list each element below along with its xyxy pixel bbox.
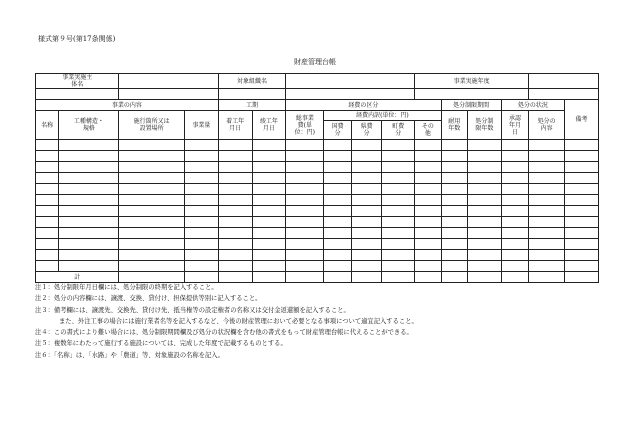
table-cell[interactable]	[252, 140, 286, 151]
table-cell[interactable]	[218, 140, 252, 151]
table-cell[interactable]	[351, 195, 382, 206]
table-cell[interactable]	[501, 250, 528, 261]
table-cell[interactable]	[252, 162, 286, 173]
table-cell[interactable]	[184, 228, 218, 239]
table-cell[interactable]	[119, 140, 184, 151]
table-cell[interactable]	[501, 162, 528, 173]
table-cell[interactable]	[565, 173, 599, 184]
table-cell[interactable]	[252, 217, 286, 228]
table-row	[36, 228, 599, 239]
table-cell[interactable]	[565, 151, 599, 162]
table-cell[interactable]	[351, 228, 382, 239]
table-cell[interactable]	[415, 228, 441, 239]
table-cell[interactable]	[467, 195, 501, 206]
table-row	[36, 239, 599, 250]
table-cell[interactable]	[286, 261, 324, 272]
table-row	[36, 173, 599, 184]
table-cell[interactable]	[119, 217, 184, 228]
table-cell[interactable]	[529, 250, 565, 261]
table-cell[interactable]	[286, 195, 324, 206]
table-cell[interactable]	[119, 173, 184, 184]
table-cell[interactable]	[184, 162, 218, 173]
group-disposal-period: 処分制限期間	[441, 100, 501, 111]
col-approval-date: 承認 年月 日	[501, 111, 528, 140]
table-cell[interactable]	[324, 151, 351, 162]
page-title: 財産管理台帳	[294, 58, 336, 66]
table-cell[interactable]	[324, 239, 351, 250]
table-row	[36, 250, 599, 261]
table-cell[interactable]	[529, 261, 565, 272]
table-cell[interactable]	[467, 228, 501, 239]
table-cell[interactable]	[415, 239, 441, 250]
table-cell[interactable]	[324, 217, 351, 228]
table-cell[interactable]	[382, 184, 415, 195]
table-cell[interactable]	[218, 217, 252, 228]
table-cell[interactable]	[119, 250, 184, 261]
table-cell[interactable]	[382, 206, 415, 217]
table-cell[interactable]	[415, 184, 441, 195]
table-cell[interactable]	[501, 261, 528, 272]
table-cell[interactable]	[501, 140, 528, 151]
target-org-label: 対象組織名	[218, 74, 286, 89]
table-cell[interactable]	[59, 151, 119, 162]
table-cell[interactable]	[59, 217, 119, 228]
table-cell[interactable]	[467, 140, 501, 151]
table-cell[interactable]	[184, 184, 218, 195]
col-total-cost: 総事業 費(単 位：円)	[286, 111, 324, 140]
col-location: 施行箇所又は 設置場所	[119, 111, 184, 140]
table-cell[interactable]	[467, 206, 501, 217]
table-cell[interactable]	[184, 261, 218, 272]
table-cell[interactable]	[501, 195, 528, 206]
table-row	[36, 195, 599, 206]
table-cell[interactable]	[36, 206, 59, 217]
table-cell[interactable]	[441, 162, 467, 173]
table-cell[interactable]	[351, 173, 382, 184]
table-cell[interactable]	[36, 162, 59, 173]
col-disposal-content: 処分の 内容	[529, 111, 565, 140]
table-cell[interactable]	[286, 184, 324, 195]
table-cell[interactable]	[252, 184, 286, 195]
total-cell[interactable]	[565, 272, 599, 283]
table-cell[interactable]	[119, 228, 184, 239]
table-cell[interactable]	[286, 250, 324, 261]
table-cell[interactable]	[415, 162, 441, 173]
table-cell[interactable]	[529, 184, 565, 195]
table-cell[interactable]	[529, 151, 565, 162]
table-cell[interactable]	[467, 250, 501, 261]
table-cell[interactable]	[441, 151, 467, 162]
table-cell[interactable]	[351, 184, 382, 195]
table-cell[interactable]	[441, 217, 467, 228]
table-cell[interactable]	[36, 217, 59, 228]
table-cell[interactable]	[501, 151, 528, 162]
year-value[interactable]	[529, 74, 599, 89]
table-cell[interactable]	[351, 261, 382, 272]
table-cell[interactable]	[441, 140, 467, 151]
table-cell[interactable]	[324, 184, 351, 195]
table-cell[interactable]	[59, 184, 119, 195]
table-cell[interactable]	[441, 195, 467, 206]
table-cell[interactable]	[59, 173, 119, 184]
table-cell[interactable]	[351, 206, 382, 217]
table-cell[interactable]	[415, 151, 441, 162]
table-cell[interactable]	[184, 239, 218, 250]
total-cell[interactable]	[415, 272, 441, 283]
table-cell[interactable]	[441, 206, 467, 217]
table-cell[interactable]	[529, 195, 565, 206]
table-cell[interactable]	[324, 261, 351, 272]
table-cell[interactable]	[59, 140, 119, 151]
note-5: 注５：複数年にわたって施行する施設については、完成した年度で記載するものとする。	[35, 340, 287, 348]
table-row	[36, 261, 599, 272]
table-cell[interactable]	[441, 184, 467, 195]
table-cell[interactable]	[286, 206, 324, 217]
table-cell[interactable]	[36, 261, 59, 272]
note-4: 注４：この書式により難い場合には、処分制限期間欄及び処分の状況欄を含む他の書式をもって財産管理台帳に代えることができる。	[35, 329, 413, 337]
note-3-continued: また、外注工事の場合には施行業者名等を記入するなど、今後の財産管理において必要となる事項について適宜記入すること。	[59, 317, 418, 325]
group-disposal-status: 処分の状況	[501, 100, 564, 111]
table-cell[interactable]	[286, 151, 324, 162]
target-org-value[interactable]	[286, 74, 415, 89]
table-cell[interactable]	[119, 195, 184, 206]
table-cell[interactable]	[36, 140, 59, 151]
table-cell[interactable]	[382, 162, 415, 173]
col-start: 着工年 月日	[218, 111, 252, 140]
col-breakdown: 経費内訳(単位：円)	[324, 111, 441, 121]
table-cell[interactable]	[59, 250, 119, 261]
operator-label-cont	[36, 89, 119, 100]
table-cell[interactable]	[286, 239, 324, 250]
note-6: 注６：「名称」は、「水路」や「農道」等、対象施設の名称を記入。	[35, 351, 224, 359]
table-cell[interactable]	[382, 151, 415, 162]
table-cell[interactable]	[59, 195, 119, 206]
table-cell[interactable]	[351, 239, 382, 250]
table-cell[interactable]	[218, 261, 252, 272]
total-cell[interactable]	[501, 272, 528, 283]
table-cell[interactable]	[218, 184, 252, 195]
operator-value[interactable]	[119, 74, 218, 89]
table-cell[interactable]	[382, 250, 415, 261]
table-cell[interactable]	[324, 140, 351, 151]
group-cost-class: 経費の区分	[286, 100, 441, 111]
note-2: 注２：処分の内容欄には、譲渡、交換、貸付け、担保提供等別に記入すること。	[35, 295, 262, 303]
table-cell[interactable]	[252, 228, 286, 239]
table-cell[interactable]	[415, 217, 441, 228]
table-cell[interactable]	[529, 239, 565, 250]
form-number: 様式第９号(第17条関係)	[38, 35, 116, 43]
table-cell[interactable]	[467, 261, 501, 272]
table-cell[interactable]	[565, 184, 599, 195]
col-prefectural: 県費 分	[351, 121, 382, 140]
table-cell[interactable]	[184, 195, 218, 206]
table-cell[interactable]	[415, 173, 441, 184]
table-cell[interactable]	[382, 261, 415, 272]
table-cell[interactable]	[184, 173, 218, 184]
table-cell[interactable]	[351, 217, 382, 228]
table-cell[interactable]	[501, 228, 528, 239]
table-cell[interactable]	[59, 239, 119, 250]
table-cell[interactable]	[351, 250, 382, 261]
table-cell[interactable]	[382, 217, 415, 228]
table-cell[interactable]	[441, 173, 467, 184]
table-cell[interactable]	[501, 173, 528, 184]
table-row	[36, 151, 599, 162]
table-cell[interactable]	[382, 228, 415, 239]
table-cell[interactable]	[324, 250, 351, 261]
table-cell[interactable]	[565, 239, 599, 250]
table-cell[interactable]	[36, 151, 59, 162]
table-cell[interactable]	[324, 206, 351, 217]
table-cell[interactable]	[382, 239, 415, 250]
table-cell[interactable]	[119, 184, 184, 195]
col-limit-years: 処分制 限年数	[467, 111, 501, 140]
table-row	[36, 217, 599, 228]
table-cell[interactable]	[441, 261, 467, 272]
table-cell[interactable]	[286, 217, 324, 228]
target-org-label-cont	[218, 89, 286, 100]
table-cell[interactable]	[529, 140, 565, 151]
table-cell[interactable]	[252, 239, 286, 250]
table-cell[interactable]	[184, 217, 218, 228]
table-cell[interactable]	[59, 206, 119, 217]
table-row	[36, 162, 599, 173]
year-value-cont[interactable]	[529, 89, 599, 100]
table-cell[interactable]	[36, 228, 59, 239]
operator-label: 事業実施主 体名	[36, 74, 119, 89]
table-cell[interactable]	[467, 173, 501, 184]
table-cell[interactable]	[382, 140, 415, 151]
table-cell[interactable]	[324, 228, 351, 239]
col-durable-years: 耐用 年数	[441, 111, 467, 140]
col-municipal: 町費 分	[382, 121, 415, 140]
table-cell[interactable]	[184, 250, 218, 261]
year-label-cont	[415, 89, 529, 100]
total-cell[interactable]	[441, 272, 467, 283]
table-cell[interactable]	[415, 140, 441, 151]
table-cell[interactable]	[218, 173, 252, 184]
table-cell[interactable]	[36, 195, 59, 206]
table-cell[interactable]	[441, 239, 467, 250]
ledger-body	[36, 140, 599, 272]
col-quantity: 事業量	[184, 111, 218, 140]
col-remarks: 備考	[565, 100, 599, 140]
table-cell[interactable]	[529, 173, 565, 184]
table-cell[interactable]	[441, 228, 467, 239]
table-cell[interactable]	[218, 162, 252, 173]
table-cell[interactable]	[218, 195, 252, 206]
table-cell[interactable]	[252, 206, 286, 217]
table-cell[interactable]	[565, 195, 599, 206]
table-cell[interactable]	[119, 151, 184, 162]
table-cell[interactable]	[36, 173, 59, 184]
table-cell[interactable]	[501, 217, 528, 228]
notes	[35, 282, 418, 361]
table-cell[interactable]	[467, 217, 501, 228]
table-cell[interactable]	[324, 195, 351, 206]
table-cell[interactable]	[441, 250, 467, 261]
table-cell[interactable]	[529, 217, 565, 228]
table-cell[interactable]	[565, 217, 599, 228]
table-cell[interactable]	[184, 151, 218, 162]
table-cell[interactable]	[529, 228, 565, 239]
ledger-table	[35, 73, 599, 283]
table-cell[interactable]	[382, 173, 415, 184]
table-cell[interactable]	[467, 162, 501, 173]
table-cell[interactable]	[415, 195, 441, 206]
table-cell[interactable]	[565, 140, 599, 151]
group-period: 工期	[218, 100, 286, 111]
group-content: 事業の内容	[36, 100, 219, 111]
table-cell[interactable]	[501, 184, 528, 195]
note-1: 注１：処分制限年月日欄には、処分制限の終期を記入すること。	[35, 284, 218, 291]
operator-value-cont[interactable]	[119, 89, 218, 100]
table-cell[interactable]	[59, 162, 119, 173]
table-cell[interactable]	[252, 173, 286, 184]
table-cell[interactable]	[565, 261, 599, 272]
table-cell[interactable]	[565, 162, 599, 173]
table-cell[interactable]	[36, 239, 59, 250]
target-org-value-cont[interactable]	[286, 89, 415, 100]
table-cell[interactable]	[218, 151, 252, 162]
table-cell[interactable]	[218, 239, 252, 250]
total-cell[interactable]	[529, 272, 565, 283]
table-row	[36, 140, 599, 151]
table-cell[interactable]	[286, 228, 324, 239]
table-cell[interactable]	[324, 173, 351, 184]
table-cell[interactable]	[529, 206, 565, 217]
table-cell[interactable]	[501, 206, 528, 217]
total-cell[interactable]	[467, 272, 501, 283]
table-cell[interactable]	[529, 162, 565, 173]
note-3: 注３：備考欄には、譲渡先、交換先、貸付け先、抵当権等の設定権者の名称又は交付金返還額を記入すること。	[35, 306, 350, 314]
table-cell[interactable]	[252, 195, 286, 206]
table-cell[interactable]	[351, 162, 382, 173]
table-cell[interactable]	[324, 162, 351, 173]
table-cell[interactable]	[467, 239, 501, 250]
table-cell[interactable]	[252, 151, 286, 162]
year-label: 事業実施年度	[415, 74, 529, 89]
table-cell[interactable]	[252, 250, 286, 261]
table-cell[interactable]	[119, 162, 184, 173]
table-cell[interactable]	[467, 184, 501, 195]
table-cell[interactable]	[36, 250, 59, 261]
table-cell[interactable]	[36, 184, 59, 195]
table-cell[interactable]	[501, 239, 528, 250]
total-label: 計	[36, 272, 119, 283]
table-cell[interactable]	[218, 250, 252, 261]
table-cell[interactable]	[286, 162, 324, 173]
col-national: 国費 分	[324, 121, 351, 140]
table-cell[interactable]	[565, 228, 599, 239]
table-cell[interactable]	[565, 250, 599, 261]
table-cell[interactable]	[415, 250, 441, 261]
table-cell[interactable]	[415, 261, 441, 272]
table-cell[interactable]	[184, 206, 218, 217]
table-cell[interactable]	[119, 239, 184, 250]
table-cell[interactable]	[415, 206, 441, 217]
table-cell[interactable]	[351, 151, 382, 162]
table-cell[interactable]	[218, 206, 252, 217]
table-cell[interactable]	[565, 206, 599, 217]
col-name: 名称	[36, 111, 59, 140]
col-other: その 他	[415, 121, 441, 140]
table-cell[interactable]	[218, 228, 252, 239]
table-cell[interactable]	[59, 261, 119, 272]
table-cell[interactable]	[467, 151, 501, 162]
table-cell[interactable]	[252, 261, 286, 272]
table-cell[interactable]	[286, 173, 324, 184]
table-cell[interactable]	[59, 228, 119, 239]
table-row	[36, 184, 599, 195]
table-cell[interactable]	[286, 140, 324, 151]
col-end: 竣工年 月日	[252, 111, 286, 140]
col-structure: 工種構造・ 規格	[59, 111, 119, 140]
table-cell[interactable]	[184, 140, 218, 151]
table-cell[interactable]	[119, 206, 184, 217]
table-cell[interactable]	[351, 140, 382, 151]
table-cell[interactable]	[382, 195, 415, 206]
table-cell[interactable]	[119, 261, 184, 272]
table-row	[36, 206, 599, 217]
